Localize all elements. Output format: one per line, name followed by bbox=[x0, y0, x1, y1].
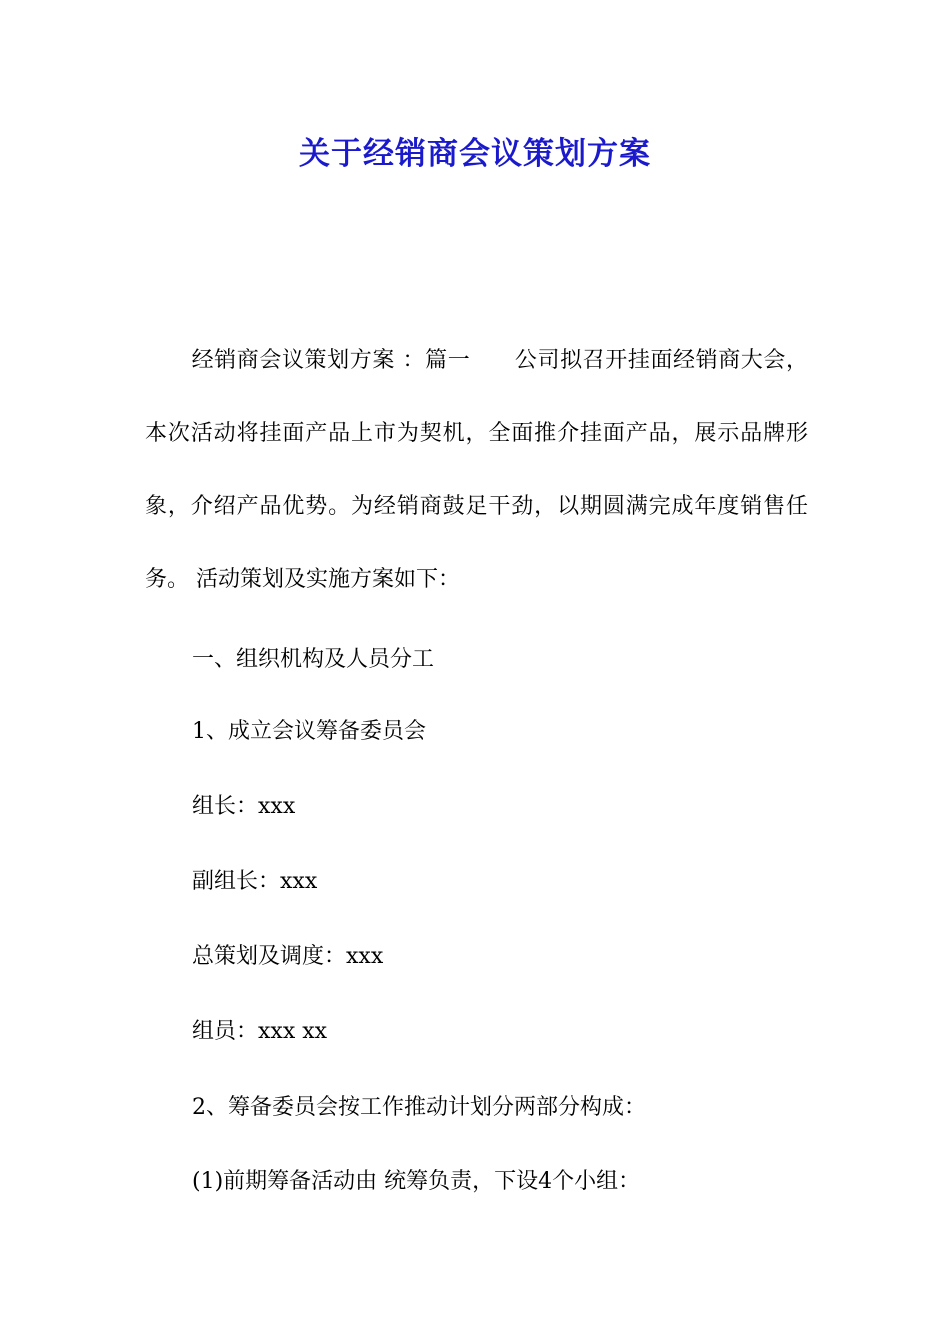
intro-paragraph bbox=[145, 324, 808, 616]
leader-line: 组长：xxx bbox=[192, 794, 296, 819]
intro-body: 公司拟召开挂面经销商大会，本次活动将挂面产品上市为契机，全面推介挂面产品，展示品牌形象，介绍产品优势。为经销商鼓足干劲，以期圆满完成年度销售任务。 活动策划及实施方案如下： bbox=[145, 348, 808, 592]
subsection-heading-2: 2、筹备委员会按工作推动计划分两部分构成： bbox=[192, 1095, 646, 1120]
deputy-leader-line: 副组长：xxx bbox=[192, 869, 318, 894]
subsection-heading-1: 1、成立会议筹备委员会 bbox=[192, 719, 426, 744]
members-line: 组员：xxx xx bbox=[192, 1019, 328, 1044]
list-item-1: (1)前期筹备活动由 统筹负责，下设4个小组： bbox=[192, 1169, 641, 1194]
section-heading-1: 一、组织机构及人员分工 bbox=[192, 647, 435, 672]
planner-line: 总策划及调度：xxx bbox=[192, 944, 384, 969]
document-title: 关于经销商会议策划方案 bbox=[299, 136, 651, 172]
intro-heading: 经销商会议策划方案 ：篇一 bbox=[191, 348, 471, 373]
